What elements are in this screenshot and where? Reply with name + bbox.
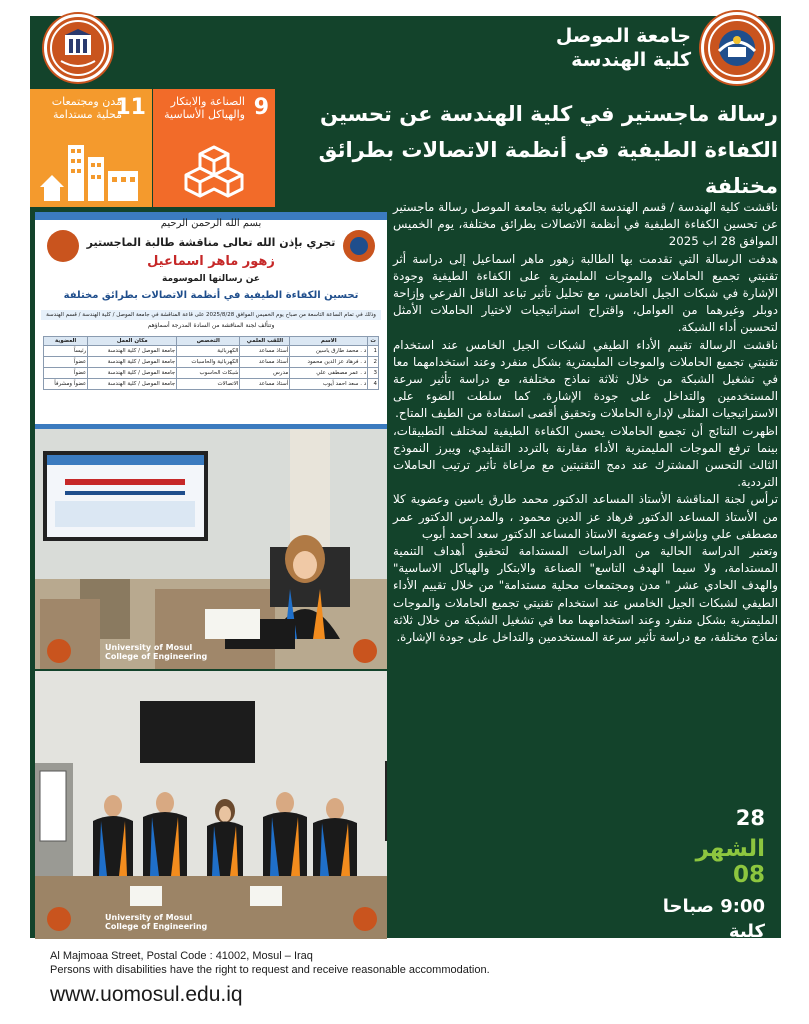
photo-caption-line1: University of Mosul	[105, 913, 193, 922]
column-header: اللقب العلمي	[240, 337, 290, 346]
article-body	[393, 199, 778, 646]
footer-address: Al Majmoaa Street, Postal Code : 41002, Mosul – Iraq	[50, 950, 313, 962]
sdg-11-number: 11	[115, 95, 146, 120]
body-paragraph: وتعتبر الدراسة الحالية من الدراسات المستدامة لتحقيق أهداف التنمية المستدامة، ولا سيما الهدف التاسع" الصناعة والابتكار والهياكل الاساسية" والهدف الحادي عشر " مدن ومجتمعات محلية مستدامة" من خلال تقييم الأداء الطيفي لشبكات الجيل الخامس عند استخدام تقنيتي تجميع الحاملات والموجات المليمترية بشكل منفرد وعند استخدامهما معا في تشغيل الشبكة من خلال ثلاثة نماذج مختلفة، مع دراسة تأثير سرعة المستخدمين والتداخل على جودة الإشارة.	[393, 544, 778, 645]
flyer-thesis-title: تحسين الكفاءة الطيفية في أنظمة الاتصالات بطرائق مختلفة	[63, 290, 359, 301]
table-cell: جامعة الموصل / كلية الهندسة	[88, 379, 177, 390]
website-link[interactable]: www.uomosul.edu.iq	[50, 983, 243, 1006]
body-paragraph: ناقشت كلية الهندسة / قسم الهندسة الكهربائية بجامعة الموصل رسالة ماجستير عن تحسين الكفاءة الطيفية في أنظمة الاتصالات بطرائق مختلفة، يوم الخميس الموافق 28 اب 2025	[393, 200, 778, 249]
committee-table	[43, 336, 379, 390]
photo-caption	[105, 643, 207, 661]
sdg-11-label: مدن ومجتمعات محلية مستدامة	[51, 95, 122, 121]
university-title: جامعة الموصل	[555, 25, 691, 47]
column-header: العضوية	[44, 337, 88, 346]
table-cell: أستاذ مساعد	[240, 379, 290, 390]
flyer-heading: تجري بإذن الله تعالى مناقشة طالبة الماجستير	[86, 236, 336, 249]
table-cell: الكهربائية	[177, 346, 240, 357]
flyer-notice: وذلك في تمام الساعة التاسعة من صباح يوم الخميس الموافق 2025/8/28 على قاعة المناقشة في جامعة الموصل / كلية الهندسة / قسم الهندسة	[41, 310, 381, 320]
cubes-icon	[153, 127, 275, 207]
column-header: التخصص	[177, 337, 240, 346]
table-cell: مدرس	[240, 368, 290, 379]
table-cell: الاتصالات	[177, 379, 240, 390]
sdg-9-number: 9	[253, 95, 269, 120]
table-cell: رئيساً	[44, 346, 88, 357]
header-bar	[30, 16, 781, 88]
event-month: الشهر 08	[695, 836, 765, 888]
body-paragraph: اظهرت النتائج أن تجميع الحاملات يحسن الكفاءة الطيفية لمختلف التطبيقات، بينما ترفع الموجات المليمترية الأداء مقارنة بالتردد التقليدي، ويبرز النموذج الثالث التحسن المشترك عند دمج التقنيتين مع مراعاة تأثير ترتيب الحاملات الترددية.	[393, 423, 778, 490]
table-cell: 2	[368, 357, 379, 368]
college-title: كلية الهندسة	[571, 49, 691, 71]
table-row	[44, 379, 379, 390]
table-row	[44, 368, 379, 379]
table-cell: 4	[368, 379, 379, 390]
table-cell: د . محمد طارق ياسين	[290, 346, 368, 357]
table-cell: الكهربائية والحاسبات	[177, 357, 240, 368]
sdg-9-label: الصناعة والابتكار والهياكل الأساسية	[164, 95, 245, 121]
table-cell: عضواً	[44, 368, 88, 379]
flyer-basmala: بسم الله الرحمن الرحيم	[160, 218, 262, 229]
table-cell: أستاذ مساعد	[240, 357, 290, 368]
flyer-about: عن رسالتها الموسومة	[162, 274, 260, 284]
table-cell: د . فرهاد عز الدين محمود	[290, 357, 368, 368]
column-header: ت	[368, 337, 379, 346]
table-cell: جامعة الموصل / كلية الهندسة	[88, 368, 177, 379]
footer-accessibility-note: Persons with disabilities have the right to request and receive reasonable accommodation.	[50, 964, 490, 976]
event-place: كلية الهندسة	[693, 921, 765, 963]
table-row	[44, 346, 379, 357]
column-header: مكان العمل	[88, 337, 177, 346]
event-day: 28	[735, 806, 765, 830]
table-row	[44, 357, 379, 368]
table-cell: أستاذ مساعد	[240, 346, 290, 357]
table-cell: د . عمر مصطفى علي	[290, 368, 368, 379]
flyer-committee-note: وتتألف لجنة المناقشة من السادة المدرجة أسماؤهم	[147, 322, 275, 329]
column-header: الاسم	[290, 337, 368, 346]
university-of-mosul-logo	[701, 12, 773, 84]
table-cell: 3	[368, 368, 379, 379]
announcement-flyer	[35, 212, 387, 432]
city-buildings-icon	[30, 127, 152, 207]
engineering-college-logo	[44, 14, 112, 82]
flyer-student-name: زهور ماهر اسماعيل	[147, 254, 275, 269]
sdg-9-badge	[153, 89, 275, 207]
event-details	[660, 806, 765, 963]
committee-table-header	[44, 337, 379, 346]
body-paragraph: ناقشت الرسالة تقييم الأداء الطيفي لشبكات الجيل الخامس عند استخدام تقنيتي تجميع الحاملات والموجات المليمترية بشكل منفرد وعند استخدامهما معا في تشغيل الشبكة من خلال ثلاثة نماذج مختلفة، مع دراسة تأثير سرعة المستخدمين والتداخل على جودة الإشارة. كما سلطت الضوء على الاستراتيجيات المثلى لإدارة الحاملات وتحقيق أقصى استفادة من الطيف المتاح.	[393, 337, 778, 421]
table-cell: عضواً ومشرفاً	[44, 379, 88, 390]
body-paragraph: ترأس لجنة المناقشة الأستاذ المساعد الدكتور محمد طارق ياسين وعضوية كلا من الأستاذ المساعد الدكتور فرهاد عز الدين محمود ، والمدرس الدكتور عمر مصطفى علي وبإشراف وعضوية الاستاذ المساعد الدكتور سعد أحمد أيوب	[393, 492, 778, 541]
article-title: رسالة ماجستير في كلية الهندسة عن تحسين الكفاءة الطيفية في أنظمة الاتصالات بطرائق مختلفة	[318, 102, 778, 198]
event-time: 9:00 صباحا	[662, 896, 765, 917]
photo-caption-line2: College of Engineering	[105, 652, 208, 661]
table-cell: جامعة الموصل / كلية الهندسة	[88, 346, 177, 357]
university-name	[556, 24, 691, 72]
body-paragraph: هدفت الرسالة التي تقدمت بها الطالبة زهور ماهر اسماعيل إلى دراسة أثر تقنيتي تجميع الحاملات والموجات المليمترية على الكفاءة الطيفية وجودة الإشارة في شبكات الجيل الخامس، مع تحليل تأثير تباعد الناقل الفرعي وإزاحة دوبلر وغيرهما من العوامل، واقتراح استراتيجيات لاختيار الحاملات الأمثل لتحسين أداء الشبكة.	[393, 251, 778, 335]
table-cell: د . سعد احمد أيوب	[290, 379, 368, 390]
defense-photo-committee	[35, 671, 387, 939]
table-cell: شبكات الحاسوب	[177, 368, 240, 379]
photo-caption-line1: University of Mosul	[105, 643, 193, 652]
table-cell: جامعة الموصل / كلية الهندسة	[88, 357, 177, 368]
defense-photo-presenter	[35, 429, 387, 669]
photo-caption-line2: College of Engineering	[105, 922, 208, 931]
table-cell: 1	[368, 346, 379, 357]
table-cell: عضواً	[44, 357, 88, 368]
sdg-11-badge	[30, 89, 152, 207]
photo-caption	[105, 913, 207, 931]
